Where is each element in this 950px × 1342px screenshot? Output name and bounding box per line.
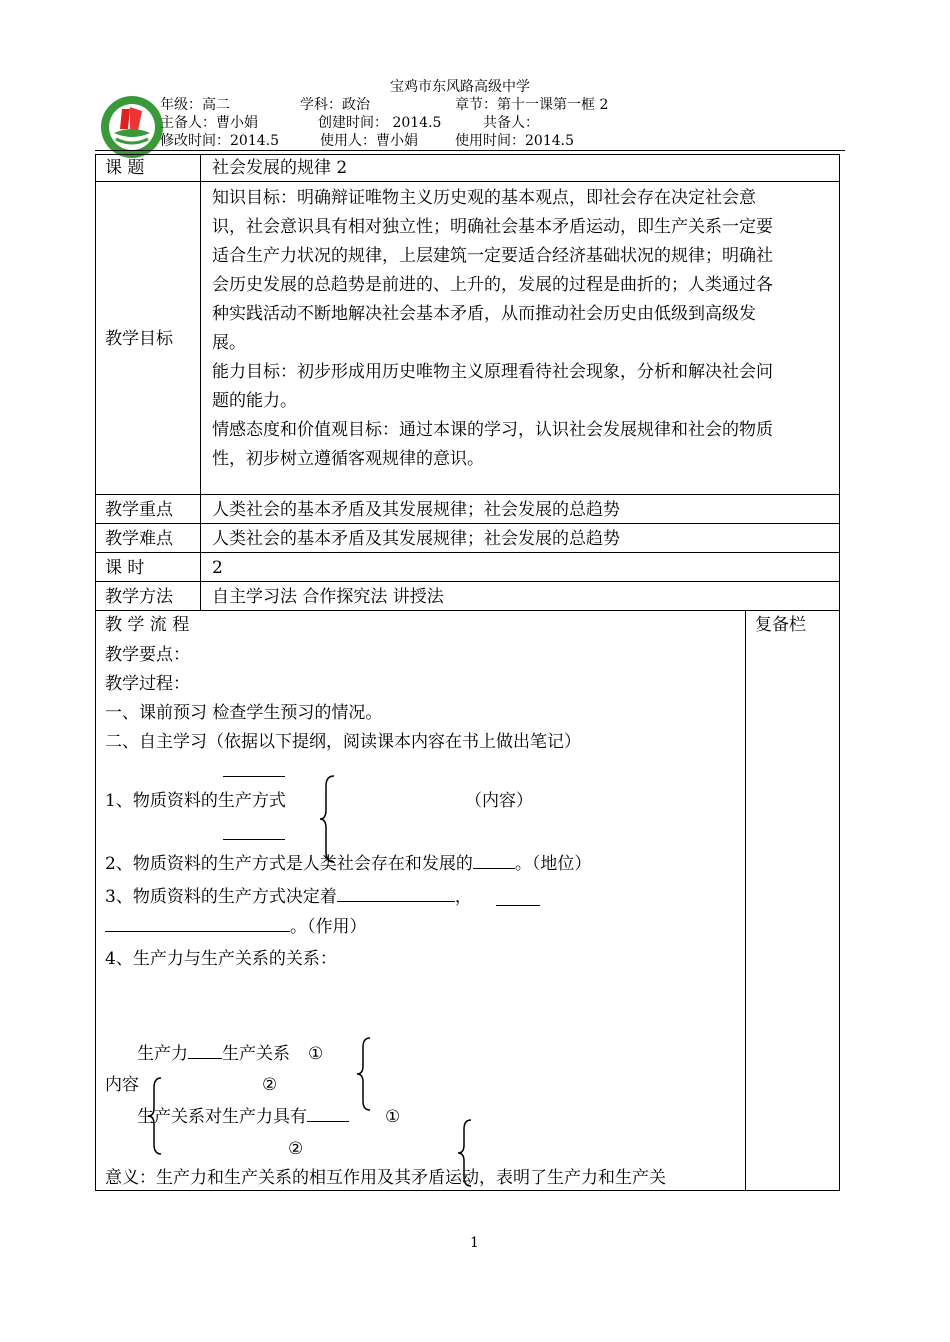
relation-line-1: 生产力 生产关系 — [137, 1044, 290, 1064]
step-preview: 一、课前预习 检查学生预习的情况。 — [105, 703, 383, 723]
circled-number: ② — [262, 1075, 278, 1095]
page-number: 1 — [470, 1235, 479, 1251]
blank-line[interactable] — [473, 852, 515, 869]
key-label: 教学重点 — [105, 500, 173, 520]
created-time: 创建时间： 2014.5 — [318, 115, 442, 131]
teaching-points: 教学要点： — [105, 645, 190, 665]
used-time: 使用时间：2014.5 — [455, 133, 574, 149]
meaning-text: 意义：生产力和生产关系的相互作用及其矛盾运动，表明了生产力和生产关 — [105, 1168, 666, 1188]
blank-line[interactable] — [105, 915, 290, 932]
goal-label: 教学目标 — [105, 329, 173, 349]
relation-line-3: 生产关系对生产力具有 — [137, 1103, 349, 1132]
chapter: 章节：第十一课第一框 2 — [455, 97, 609, 113]
question-1-note: （内容） — [465, 791, 533, 811]
review-column-title: 复备栏 — [755, 615, 806, 635]
difficult-value: 人类社会的基本矛盾及其发展规律；社会发展的总趋势 — [212, 529, 620, 549]
grade: 年级：高二 — [160, 97, 230, 113]
question-2: 2、物质资料的生产方式是人类社会存在和发展的 。（地位） — [105, 854, 592, 874]
method-value: 自主学习法 合作探究法 讲授法 — [212, 587, 444, 607]
method-label: 教学方法 — [105, 587, 173, 607]
blank-line[interactable] — [307, 1105, 349, 1122]
hours-value: 2 — [212, 558, 223, 578]
topic-value: 社会发展的规律 2 — [212, 158, 348, 178]
circled-number: ① — [385, 1107, 401, 1127]
key-value: 人类社会的基本矛盾及其发展规律；社会发展的总趋势 — [212, 500, 620, 520]
circled-number: ② — [288, 1139, 304, 1159]
blank-line[interactable] — [188, 1042, 222, 1059]
hours-label: 课 时 — [105, 558, 145, 578]
content-label: 内容 — [105, 1075, 139, 1095]
user: 使用人：曹小娟 — [320, 133, 418, 149]
question-3: 3、物质资料的生产方式决定着 ， — [105, 887, 472, 907]
blank-line[interactable] — [337, 885, 455, 902]
blank-line[interactable] — [496, 905, 540, 906]
teaching-process: 教学过程： — [105, 674, 190, 694]
blank-line[interactable] — [223, 776, 285, 777]
brace-icon — [355, 1036, 375, 1112]
header-rule — [95, 150, 845, 151]
co-preparer: 共备人： — [483, 115, 539, 131]
difficult-label: 教学难点 — [105, 529, 173, 549]
goal-text: 知识目标：明确辩证唯物主义历史观的基本观点，即社会存在决定社会意 识，社会意识具有相对独立性；明确社会基本矛盾运动，即生产关系一定要 适合生产力状况的规律，上层建筑一定要适合经济基础状况的规律；明确社 会历史发展的总趋势是前进的、上升的，发展的过程是曲折的；人类通过各 种实践活动不断地解决社会基本矛盾，从而推动社会历史由低级到高级发 展。 能力目标：初步形成用历史唯物主义原理看待社会现象，分析和解决社会问 题的能力。 情感态度和价值观目标：通过本课的学习，认识社会发展规律和社会的物质 性，初步树立遵循客观规律的意识。 — [212, 188, 773, 469]
circled-number: ① — [308, 1044, 324, 1064]
question-3-cont: 。（作用） — [105, 913, 367, 942]
school-name: 宝鸡市东风路高级中学 — [390, 79, 530, 95]
modified-time: 修改时间：2014.5 — [160, 133, 279, 149]
question-4: 4、生产力与生产关系的关系： — [105, 949, 337, 969]
blank-line[interactable] — [223, 839, 285, 840]
flow-title: 教 学 流 程 — [105, 615, 190, 635]
subject: 学科：政治 — [300, 97, 370, 113]
step-self-study: 二、自主学习（依据以下提纲，阅读课本内容在书上做出笔记） — [105, 732, 581, 752]
topic-label: 课 题 — [105, 158, 145, 178]
preparer: 主备人：曹小娟 — [160, 115, 258, 131]
question-1: 1、物质资料的生产方式 — [105, 791, 286, 811]
